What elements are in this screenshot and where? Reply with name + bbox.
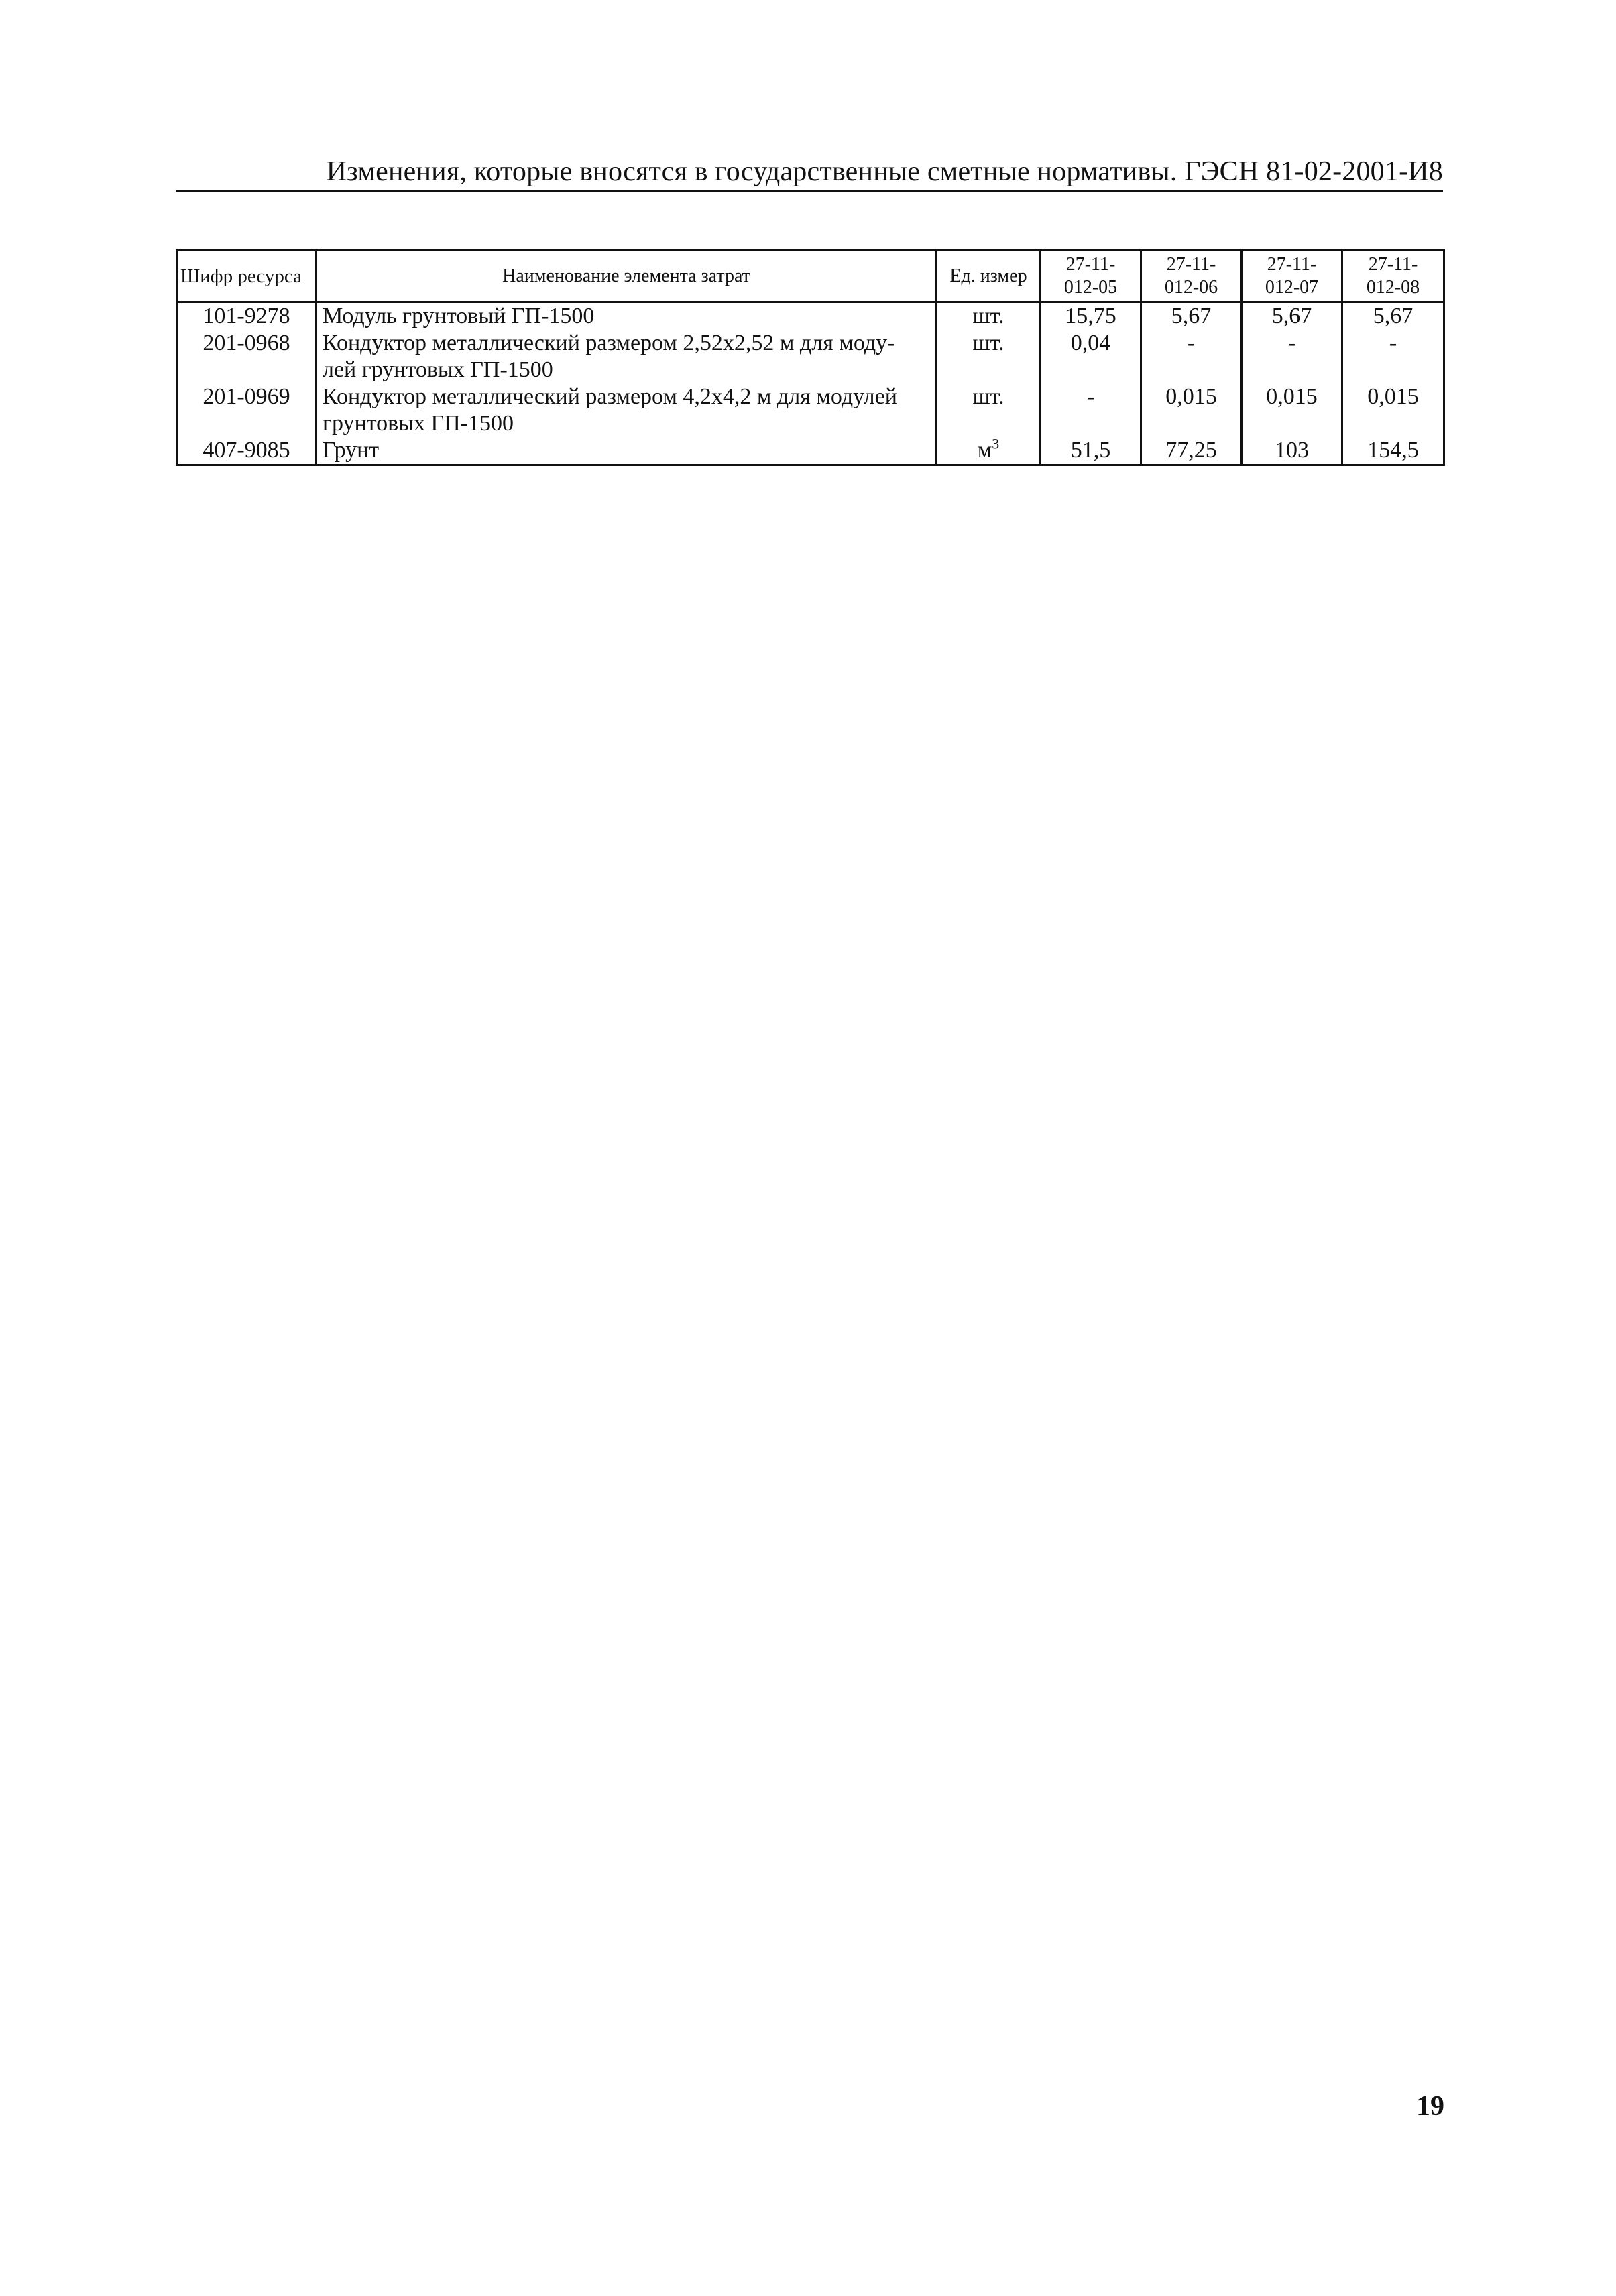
- column-header-norm-3: [1242, 251, 1342, 302]
- table-row: [177, 383, 1444, 437]
- table-row: [177, 437, 1444, 465]
- resource-code: 201-0969: [177, 383, 316, 437]
- page-number: 19: [1416, 2091, 1444, 2122]
- norm-value: -: [1041, 383, 1141, 437]
- column-header-code: Шифр ресурса: [177, 251, 316, 302]
- norm-value: 5,67: [1141, 302, 1242, 330]
- norm-value: -: [1242, 330, 1342, 383]
- norm-value: 0,015: [1242, 383, 1342, 437]
- norm-code-part: 27-11-: [1368, 254, 1418, 275]
- norm-code-part: 012-08: [1366, 277, 1420, 298]
- norm-value: 5,67: [1242, 302, 1342, 330]
- norm-value: -: [1342, 330, 1444, 383]
- norm-value: 15,75: [1041, 302, 1141, 330]
- column-header-norm-4: [1342, 251, 1444, 302]
- resource-unit: шт.: [937, 383, 1041, 437]
- resource-code: 407-9085: [177, 437, 316, 465]
- header-rule: [176, 190, 1443, 192]
- table-row: [177, 302, 1444, 330]
- resource-code: 201-0968: [177, 330, 316, 383]
- norm-value: 103: [1242, 437, 1342, 465]
- norm-value: 5,67: [1342, 302, 1444, 330]
- column-header-norm-1: [1041, 251, 1141, 302]
- norm-value: -: [1141, 330, 1242, 383]
- resource-unit: шт.: [937, 330, 1041, 383]
- resource-name-line: грунтовых ГП-1500: [323, 411, 514, 436]
- column-header-unit: Ед. измер: [937, 251, 1041, 302]
- resource-unit: шт.: [937, 302, 1041, 330]
- resource-name: [316, 302, 937, 330]
- running-header: Изменения, которые вносятся в государственные сметные нормативы. ГЭСН 81-02-2001-И8: [326, 156, 1443, 187]
- norm-value: 0,015: [1141, 383, 1242, 437]
- column-header-norm-2: [1141, 251, 1242, 302]
- resource-code: 101-9278: [177, 302, 316, 330]
- norm-code-part: 27-11-: [1267, 254, 1317, 275]
- resource-table: [176, 249, 1445, 466]
- norm-value: 154,5: [1342, 437, 1444, 465]
- resource-name: [316, 330, 937, 383]
- norm-code-part: 012-07: [1265, 277, 1319, 298]
- resource-unit: [937, 437, 1041, 465]
- resource-name-line: Грунт: [323, 438, 380, 463]
- resource-name: [316, 383, 937, 437]
- norm-value: 0,04: [1041, 330, 1141, 383]
- table-header-row: [177, 251, 1444, 302]
- resource-name-line: Кондуктор металлический размером 4,2х4,2 м для модулей: [323, 384, 897, 409]
- resource-name: [316, 437, 937, 465]
- norm-code-part: 27-11-: [1065, 254, 1116, 275]
- norm-value: 51,5: [1041, 437, 1141, 465]
- resource-name-line: лей грунтовых ГП-1500: [323, 357, 553, 382]
- column-header-name: Наименование элемента затрат: [316, 251, 937, 302]
- unit-text: м: [977, 438, 992, 463]
- table-row: [177, 330, 1444, 383]
- unit-superscript: 3: [992, 435, 1000, 452]
- norm-value: 77,25: [1141, 437, 1242, 465]
- norm-code-part: 27-11-: [1166, 254, 1216, 275]
- resource-name-line: Кондуктор металлический размером 2,52х2,52 м для моду-: [323, 330, 895, 355]
- norm-value: 0,015: [1342, 383, 1444, 437]
- resource-name-line: Модуль грунтовый ГП-1500: [323, 304, 595, 328]
- norm-code-part: 012-05: [1063, 277, 1118, 298]
- norm-code-part: 012-06: [1164, 277, 1218, 298]
